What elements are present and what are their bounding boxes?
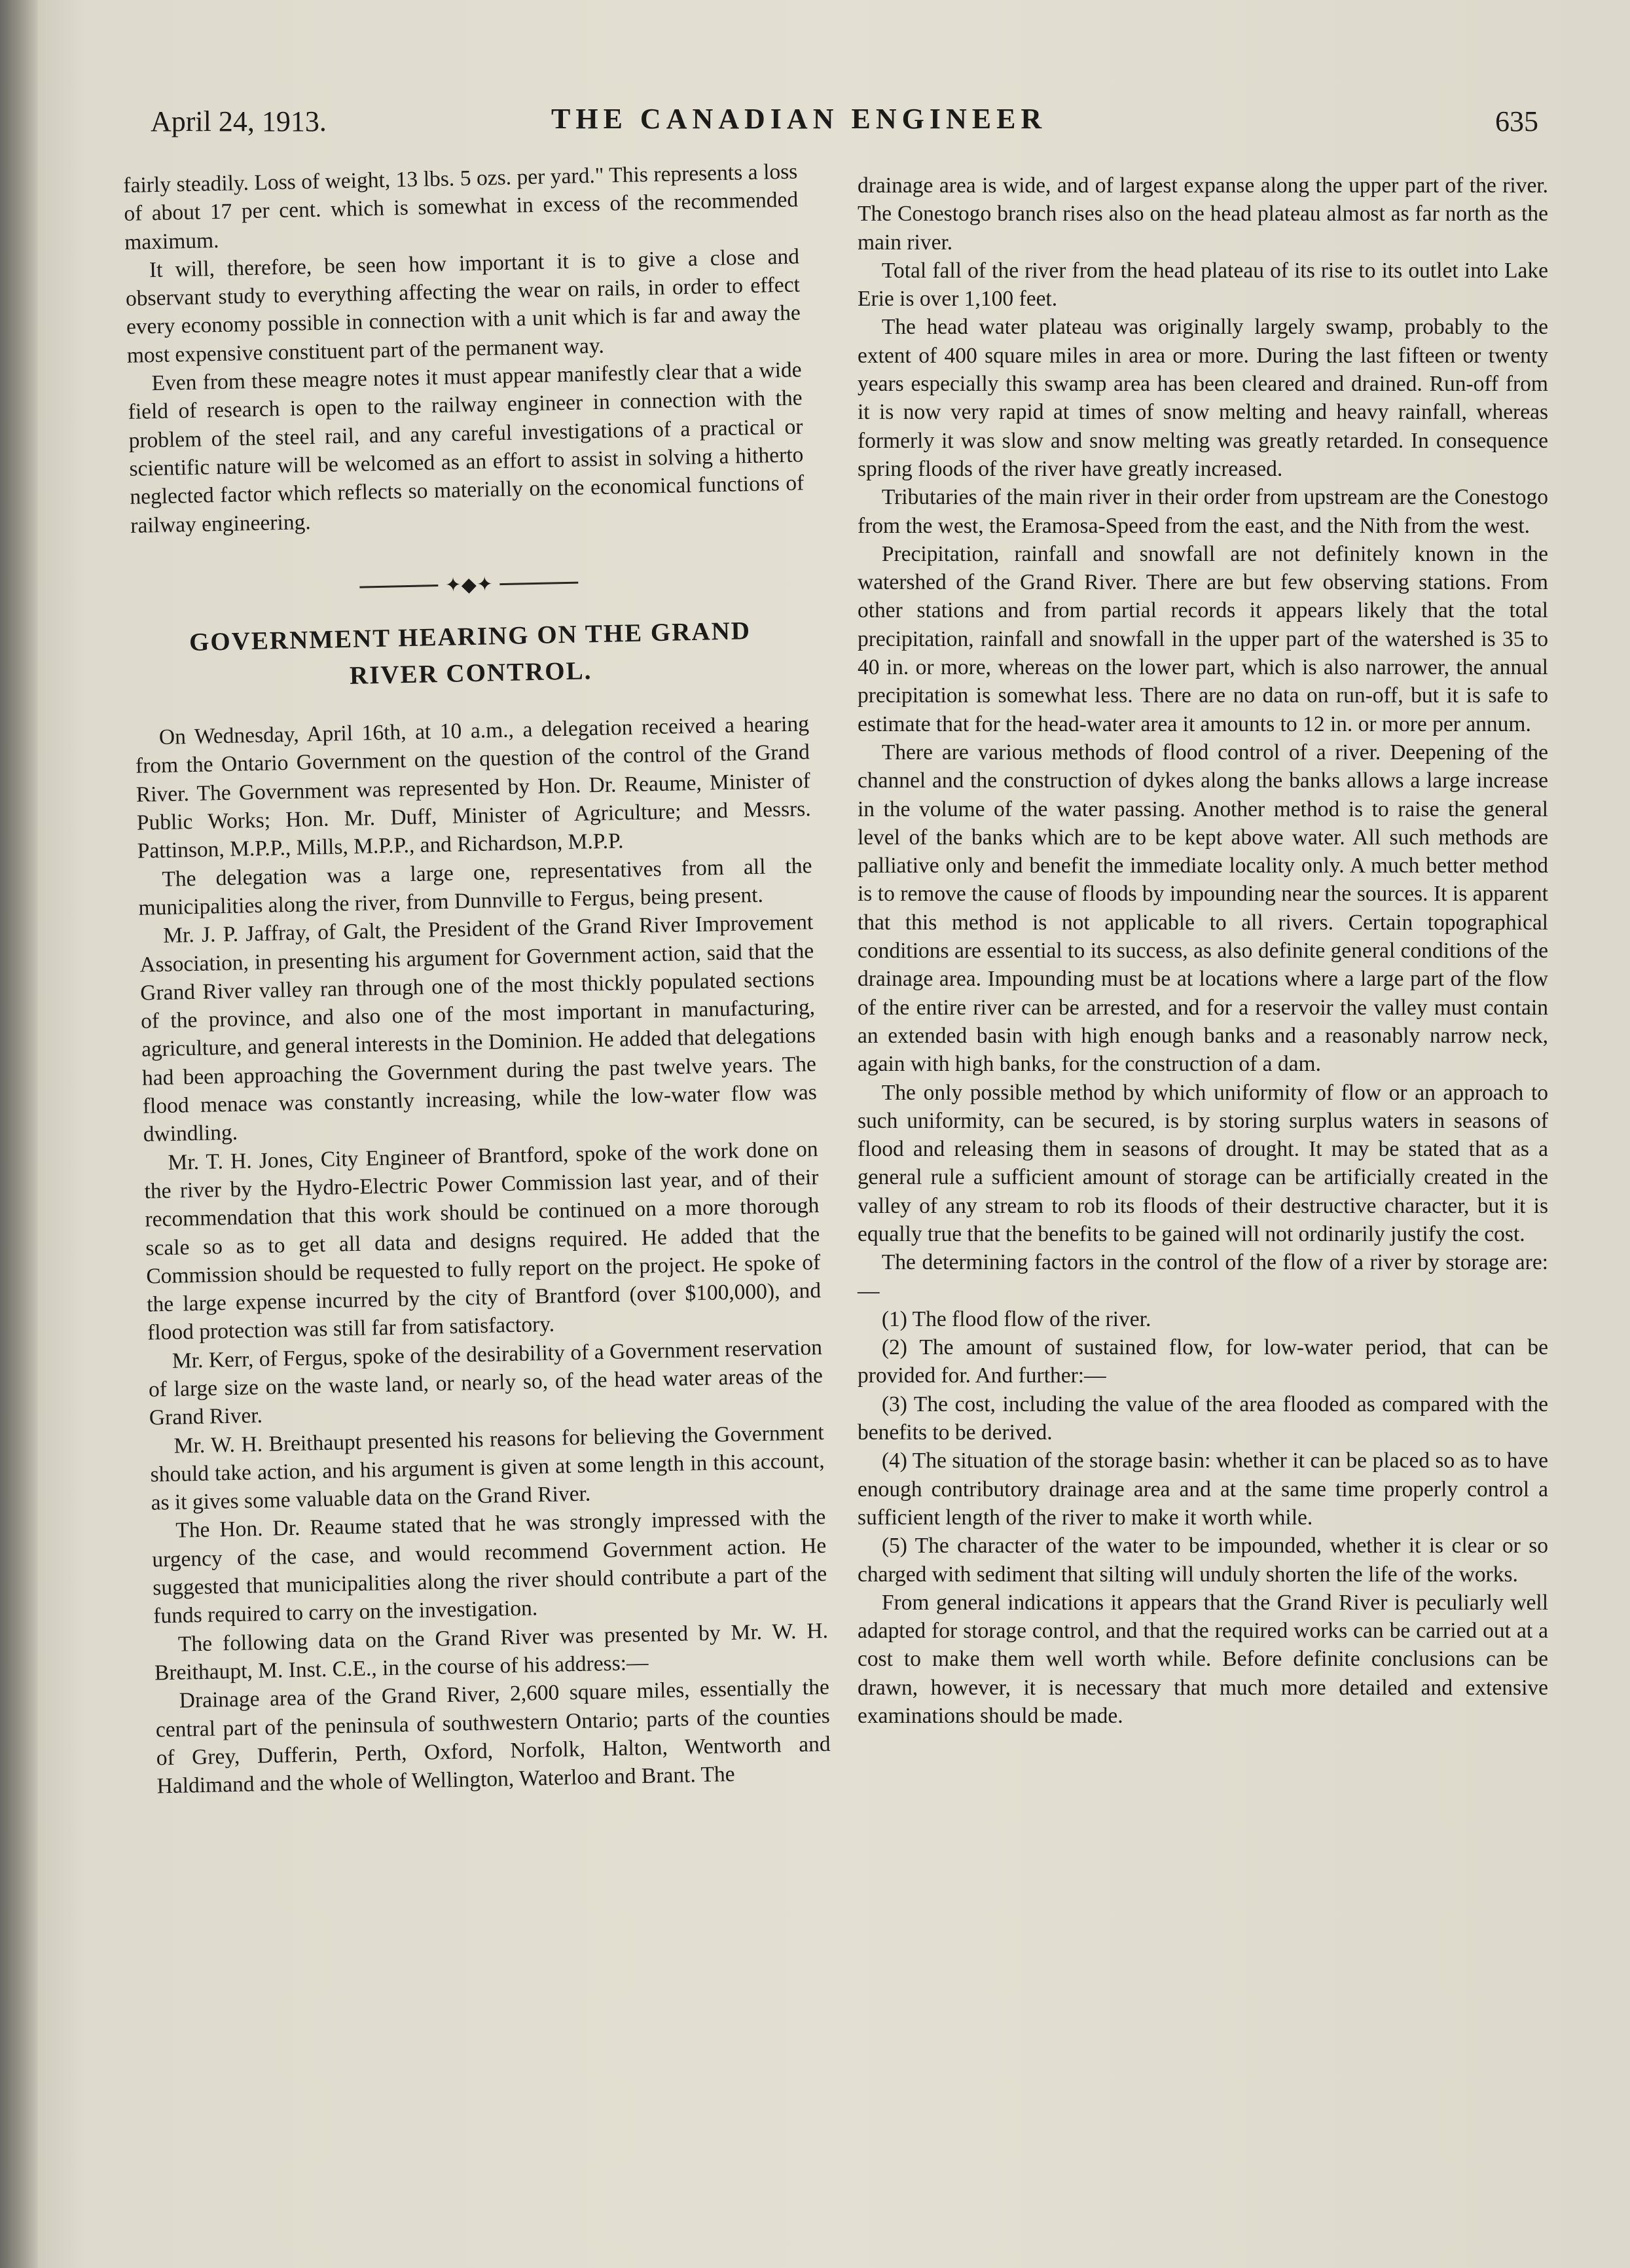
- paragraph: The only possible method by which uniformity of flow or an approach to such uniformity, can be secured, is by storing surplus waters in seasons of flood and releasing them in seasons of drought. It may be stated that as a general rule a sufficient amount of storage can be artificially created in the valley of any stream to rob its floods of their destructive character, but it is equally true that the benefits to be gained will not ordinarily justify the cost.: [858, 1080, 1548, 1246]
- section-divider: [132, 564, 806, 606]
- issue-date: April 24, 1913.: [151, 105, 327, 137]
- paragraph: Drainage area of the Grand River, 2,600 square miles, essentially the central part of the peninsula of southwestern Ontario; parts of the counties of Grey, Dufferin, Perth, Oxford, Norfolk, Halton, Wentworth and Haldimand and the whole of Wellington, Waterloo and Brant. The: [155, 1675, 831, 1799]
- paragraph: Mr. J. P. Jaffray, of Galt, the President of the Grand River Improvement Association, in presenting his argument for Government action, said that the Grand River valley ran through one of the most thickly populated sections of the province, and also one of the most important in manufacturing, agriculture, and general interests in the Dominion. He added that delegations had been approaching the Government during the past twelve years. The flood menace was constantly increasing, while the low-water flow was dwindling.: [139, 910, 818, 1147]
- paragraph: Tributaries of the main river in their order from upstream are the Conestogo from the west, the Eramosa-Speed from the east, and the Nith from the west.: [858, 485, 1548, 538]
- paragraph: Mr. Kerr, of Fergus, spoke of the desirability of a Government reservation of large size on the waste land, or nearly so, of the head water areas of the Grand River.: [148, 1335, 824, 1430]
- paragraph: Total fall of the river from the head plateau of its rise to its outlet into Lake Erie is over 1,100 feet.: [858, 258, 1548, 312]
- paragraph: Even from these meagre notes it must appear manifestly clear that a wide field of research is open to the railway engineer in connection with the problem of the steel rail, and any careful investigations of a practical or scientific nature will be welcomed as an effort to assist in solving a hitherto neglected factor which reflects so materially on the economical functions of railway engineering.: [128, 357, 805, 538]
- list-item: (1) The flood flow of the river.: [881, 1306, 1151, 1331]
- paragraph: The following data on the Grand River was presented by Mr. W. H. Breithaupt, M. Inst. C.E., in the course of his address:—: [154, 1618, 829, 1685]
- paragraph: fairly steadily. Loss of weight, 13 lbs. 5 ozs. per yard." This represents a loss of about 17 per cent. which is somewhat in excess of the recommended maximum.: [123, 159, 799, 255]
- binding-gutter: [0, 0, 38, 2268]
- list-item: (2) The amount of sustained flow, for low-water period, that can be provided for. And further:—: [858, 1335, 1548, 1388]
- list-item: (5) The character of the water to be impounded, whether it is clear or so charged with sediment that silting will unduly shorten the life of the works.: [858, 1534, 1548, 1587]
- paragraph: On Wednesday, April 16th, at 10 a.m., a delegation received a hearing from the Ontario Government on the question of the control of the Grand River. The Government was represented by Hon. Dr. Reaume, Minister of Public Works; Hon. Mr. Duff, Minister of Agriculture; and Messrs. Pattinson, M.P.P., Mills, M.P.P., and Richardson, M.P.P.: [135, 711, 812, 864]
- paragraph: Mr. T. H. Jones, City Engineer of Brantford, spoke of the work done on the river by the Hydro-Electric Power Commission last year, and of their recommendation that this work should be continued on a more thorough scale so as to get all data and designs required. He added that the Commission should be requested to fully report on the project. He spoke of the large expense incurred by the city of Brantford (over $100,000), and flood protection was still far from satisfactory.: [144, 1136, 822, 1345]
- paragraph: It will, therefore, be seen how important it is to give a close and observant study to everything affecting the wear on rails, in order to effect every economy possible in connection with a unit which is far and away the most expensive constituent part of the permanent way.: [125, 244, 801, 368]
- page-number: 635: [1495, 105, 1538, 137]
- divider-ornament: ✦◆✦: [444, 573, 494, 596]
- page-header: [151, 98, 1538, 144]
- journal-title: THE CANADIAN ENGINEER: [551, 103, 1047, 135]
- divider-rule: [360, 585, 439, 588]
- paragraph: From general indications it appears that the Grand River is peculiarly well adapted for storage control, and that the required works can be carried out at a cost to make them well worth while. Before definite conclusions can be drawn, however, it is necessary that much more detailed and extensive examinations should be made.: [858, 1590, 1548, 1729]
- list-item: (4) The situation of the storage basin: whether it can be placed so as to have enough contributory drainage area and at the same time properly control a sufficient length of the river to make it worth while.: [858, 1449, 1548, 1530]
- paragraph: drainage area is wide, and of largest expanse along the upper part of the river. The Conestogo branch rises also on the head plateau almost as far north as the main river.: [858, 173, 1548, 255]
- paragraph: The Hon. Dr. Reaume stated that he was strongly impressed with the urgency of the case, and would recommend Government action. He suggested that municipalities along the river should contribute a part of the funds required to carry on the investigation.: [152, 1505, 827, 1629]
- paragraph: Mr. W. H. Breithaupt presented his reasons for believing the Government should take action, and his argument is given at some length in this account, as it gives some valuable data on the Grand River.: [150, 1420, 825, 1515]
- article-headline: [133, 611, 808, 699]
- list-item: (3) The cost, including the value of the area flooded as compared with the benefits to be derived.: [858, 1392, 1548, 1445]
- paragraph: The determining factors in the control of the flow of a river by storage are:—: [858, 1250, 1548, 1303]
- right-column: [858, 171, 1548, 1730]
- divider-rule: [499, 582, 578, 586]
- paragraph: The delegation was a large one, representatives from all the municipalities along the river, from Dunnville to Fergus, being present.: [138, 853, 812, 920]
- paragraph: Precipitation, rainfall and snowfall are not definitely known in the watershed of the Grand River. There are but few observing stations. From other stations and from partial records it appears likely that the total precipitation, rainfall and snowfall in the upper part of the watershed is 35 to 40 in. or more, whereas on the lower part, which is also narrower, the annual precipitation is somewhat less. There are no data on run-off, but it is safe to estimate that for the head-water area it amounts to 12 in. or more per annum.: [858, 541, 1548, 736]
- paragraph: There are various methods of flood control of a river. Deepening of the channel and the construction of dykes along the banks allows a large increase in the volume of the water passing. Another method is to raise the general level of the banks which are to be kept above water. All such methods are palliative only and benefit the immediate locality only. A much better method is to remove the cause of floods by impounding near the sources. It is apparent that this method is not applicable to all rivers. Certain topographical conditions are essential to its success, as also definite general conditions of the drainage area. Impounding must be at locations where a large part of the flow of the entire river can be arrested, and for a reservoir the valley must contain an extended basin with high enough banks and a reasonably narrow neck, again with high banks, for the construction of a dam.: [858, 740, 1548, 1077]
- paragraph: The head water plateau was originally largely swamp, probably to the extent of 400 square miles in area or more. During the last fifteen or twenty years especially this swamp area has been cleared and drained. Run-off from it is now very rapid at times of snow melting and heavy rainfall, whereas formerly it was slow and snow melting was greatly retarded. In consequence spring floods of the river have greatly increased.: [858, 315, 1548, 481]
- headline-line: GOVERNMENT HEARING ON THE GRAND: [189, 617, 752, 657]
- left-column: [123, 157, 831, 1800]
- headline-line: RIVER CONTROL.: [349, 657, 592, 691]
